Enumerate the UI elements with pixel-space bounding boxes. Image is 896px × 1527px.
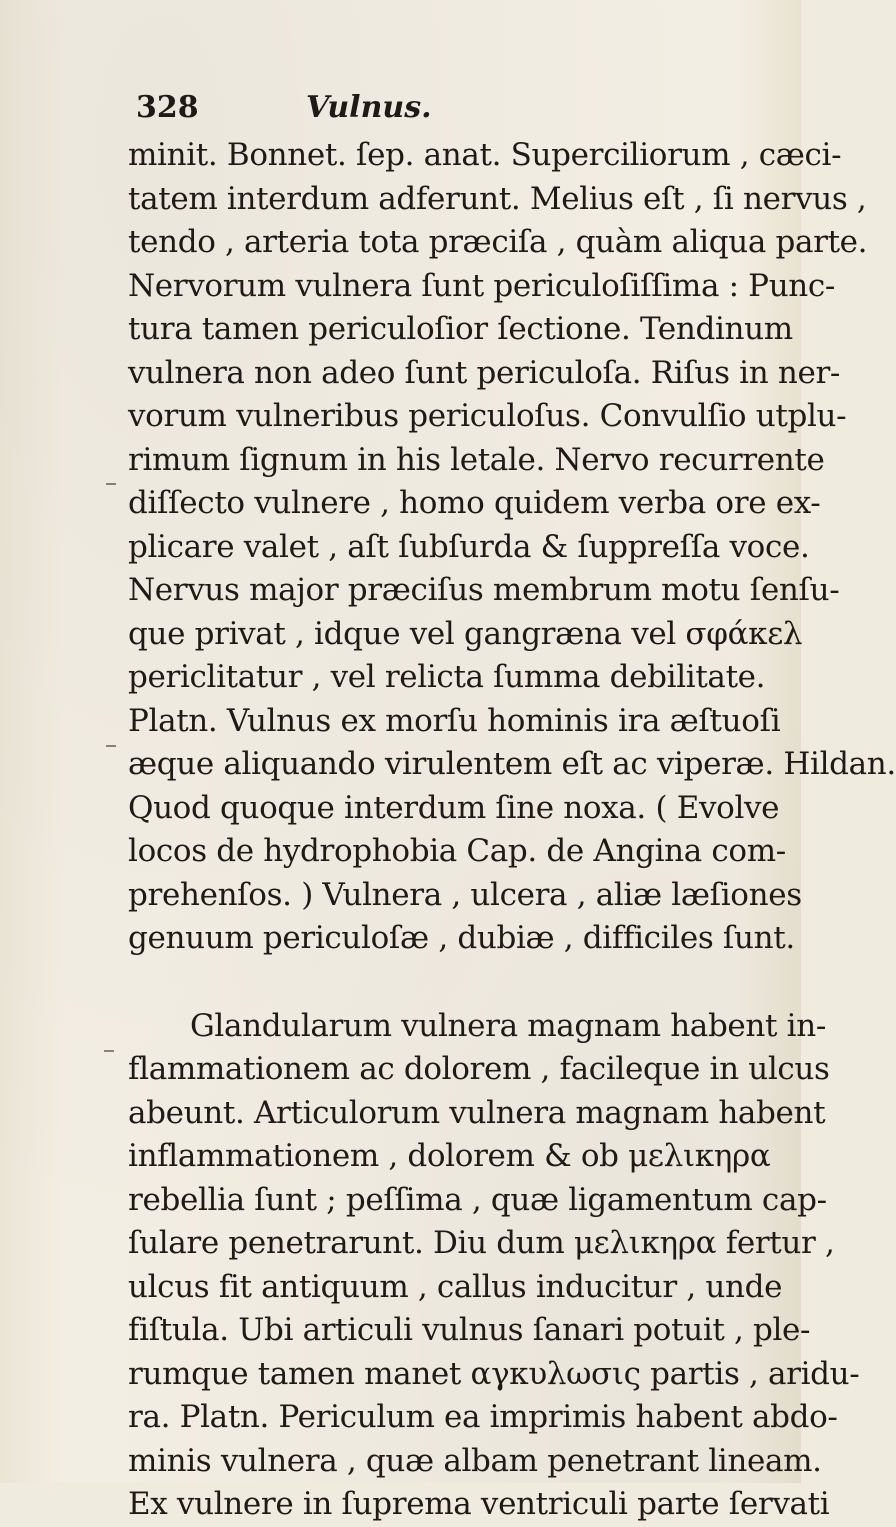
text-line: prehenſos. ) Vulnera , ulcera , aliæ læſiones <box>128 876 802 913</box>
text-line: Ex vulnere in ſuprema ventriculi parte ſervati <box>128 1486 830 1522</box>
text-line: abeunt. Articulorum vulnera magnam habent <box>128 1094 826 1131</box>
page-number: 328 <box>136 90 199 125</box>
text-line: diſſecto vulnere , homo quidem verba ore ex- <box>128 485 821 521</box>
text-line: æque aliquando virulentem eſt ac viperæ. Hildan. <box>128 746 896 782</box>
margin-mark <box>106 745 116 747</box>
text-line: rimum ſignum in his letale. Nervo recurrente <box>128 441 825 478</box>
text-line: locos de hydrophobia Cap. de Angina com- <box>128 833 786 869</box>
paragraph-1 <box>128 134 896 961</box>
text-line: ſulare penetrarunt. Diu dum μελικηρα fertur , <box>128 1225 835 1261</box>
text-line: tatem interdum adferunt. Melius eſt , ſi nervus , <box>128 180 867 217</box>
margin-mark <box>106 483 116 485</box>
text-line: vulnera non adeo ſunt periculoſa. Riſus in ner- <box>128 354 841 391</box>
text-line: Nervorum vulnera ſunt periculoſiſſima : Punc- <box>128 267 836 304</box>
text-line: vorum vulneribus periculoſus. Convulſio utplu- <box>128 398 847 434</box>
text-line: genuum periculoſæ , dubiæ , difficiles ſunt. <box>128 920 795 956</box>
paragraph-2-continued <box>128 1048 860 1527</box>
text-line: Platn. Vulnus ex morſu hominis ira æſtuoſi <box>128 702 781 739</box>
text-line: fiſtula. Ubi articuli vulnus ſanari potuit , ple- <box>128 1312 811 1348</box>
text-line: tendo , arteria tota præciſa , quàm aliqua parte. <box>128 224 868 260</box>
paragraph-2 <box>128 1005 826 1049</box>
text-line: inflammationem , dolorem & ob μελικηρα <box>128 1138 771 1174</box>
text-line: rumque tamen manet αγκυλωσις partis , aridu- <box>128 1355 860 1392</box>
page-header <box>136 90 696 130</box>
text-line: que privat , idque vel gangræna vel σφάκελ <box>128 615 803 652</box>
text-line: Glandularum vulnera magnam habent in- <box>190 1007 826 1044</box>
text-line: flammationem ac dolorem , facileque in ulcus <box>128 1051 830 1087</box>
paragraph-gap <box>128 961 738 1005</box>
text-line: minit. Bonnet. ſep. anat. Superciliorum , cæci- <box>128 137 842 173</box>
text-line: minis vulnera , quæ albam penetrant lineam. <box>128 1442 822 1479</box>
text-line: Quod quoque interdum ſine noxa. ( Evolve <box>128 789 780 826</box>
body-text <box>128 134 896 1527</box>
margin-mark <box>104 1050 114 1052</box>
text-line: ulcus fit antiquum , callus inducitur , unde <box>128 1268 783 1305</box>
text-line: ra. Platn. Periculum ea imprimis habent abdo- <box>128 1399 838 1435</box>
text-line: rebellia ſunt ; peſſima , quæ ligamentum cap- <box>128 1181 827 1218</box>
text-line: plicare valet , aſt ſubſurda & ſuppreſſa voce. <box>128 528 810 565</box>
text-line: Nervus major præciſus membrum motu ſenſu- <box>128 572 840 608</box>
text-line: tura tamen periculoſior ſectione. Tendinum <box>128 311 793 347</box>
text-line: periclitatur , vel relicta ſumma debilitate. <box>128 659 766 695</box>
running-head: Vulnus. <box>306 90 432 125</box>
